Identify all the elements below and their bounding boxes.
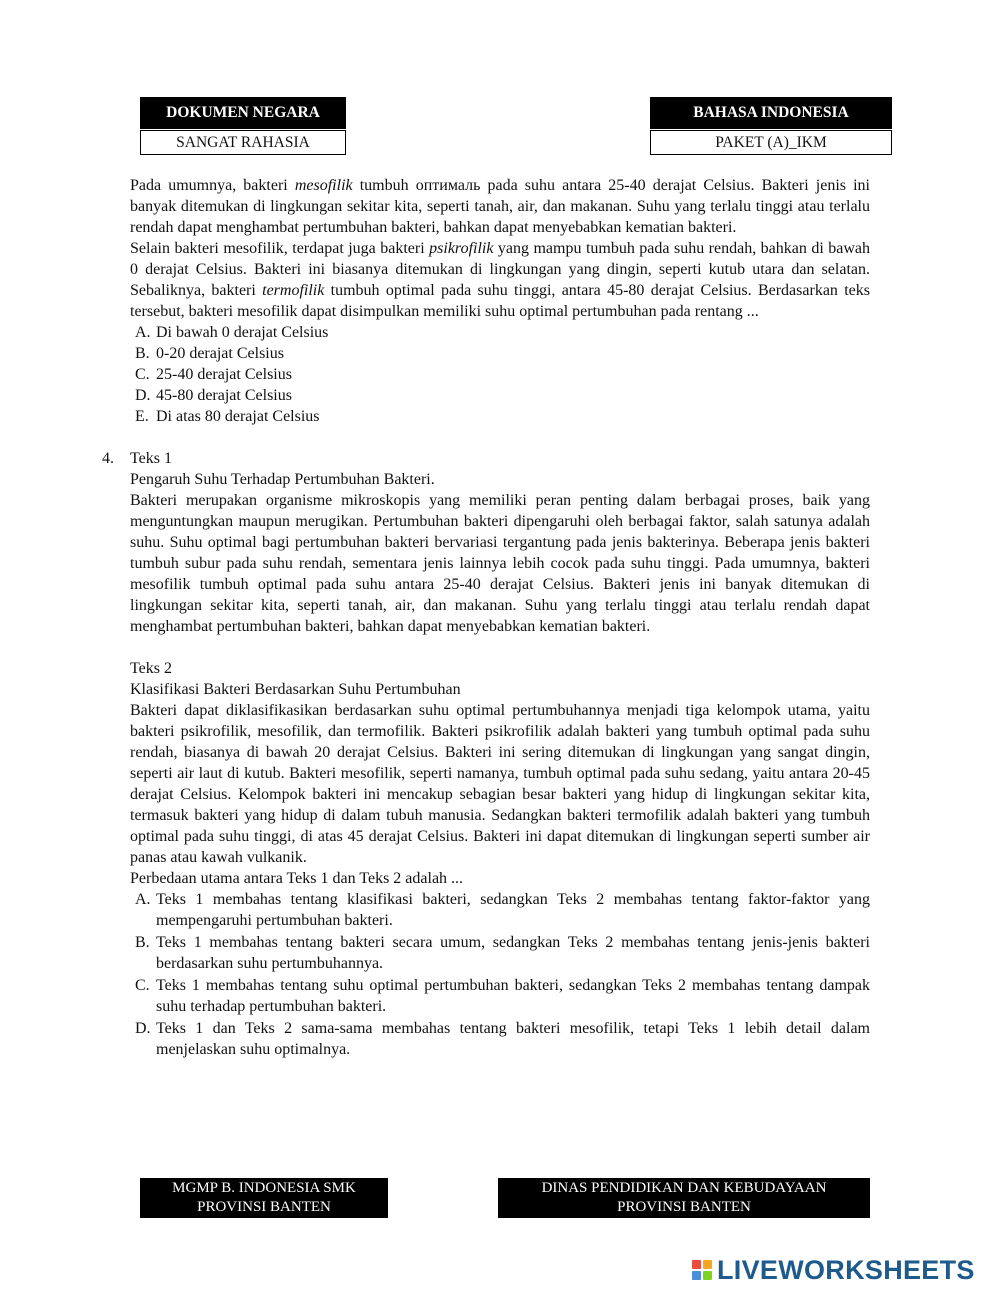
- option-letter: E.: [135, 408, 149, 425]
- q4-option-b[interactable]: [130, 932, 870, 974]
- spacer: [130, 637, 870, 658]
- teks1-label: Teks 1: [130, 450, 172, 467]
- header-classification: SANGAT RAHASIA: [140, 130, 346, 155]
- teks2-title: Klasifikasi Bakteri Berdasarkan Suhu Pertumbuhan: [130, 681, 461, 698]
- footer-line: DINAS PENDIDIKAN DAN KEBUDAYAAN: [541, 1180, 827, 1196]
- option-letter: C.: [135, 366, 150, 383]
- q4-option-d[interactable]: [130, 1018, 870, 1060]
- text-run: Selain bakteri mesofilik, terdapat juga bakteri: [130, 240, 430, 257]
- q3-option-c[interactable]: [130, 364, 870, 385]
- option-text: 25-40 derajat Celsius: [156, 366, 292, 383]
- q4-option-c[interactable]: [130, 975, 870, 1017]
- option-text: Di atas 80 derajat Celsius: [156, 408, 320, 425]
- q3-paragraph-2: [130, 238, 870, 322]
- option-letter: B.: [135, 345, 150, 362]
- option-text: Teks 1 membahas tentang klasifikasi bakteri, sedangkan Teks 2 membahas tentang faktor-faktor yang mempengaruhi pertumbuhan bakteri.: [156, 891, 870, 929]
- text-run: tumbuh optimal pada suhu tinggi, antara 45-80 derajat Celsius. Berdasarkan teks tersebut, bakteri mesofilik dapat disimpulkan memiliki suhu optimal pertumbuhan pada rentang ...: [130, 282, 870, 320]
- option-text: 45-80 derajat Celsius: [156, 387, 292, 404]
- option-letter: B.: [135, 934, 150, 951]
- option-letter: D.: [135, 1020, 151, 1037]
- logo-square: [703, 1271, 712, 1280]
- option-text: Teks 1 membahas tentang suhu optimal pertumbuhan bakteri, sedangkan Teks 2 membahas tentang dampak suhu terhadap pertumbuhan bakteri.: [156, 977, 870, 1015]
- teks2-body: Bakteri dapat diklasifikasikan berdasarkan suhu optimal pertumbuhannya menjadi tiga kelompok utama, yaitu bakteri psikrofilik, mesofilik, dan termofilik. Bakteri psikrofilik adalah bakteri yang tumbuh optimal pada suhu rendah, biasanya di bawah 20 derajat Celsius. Bakteri ini sering ditemukan di lingkungan yang sangat dingin, seperti air laut di kutub. Bakteri mesofilik, seperti namanya, tumbuh optimal pada suhu sedang, yaitu antara 20-45 derajat Celsius. Kelompok bakteri ini mencakup sebagian besar bakteri yang hidup di lingkungan sekitar kita, termasuk bakteri yang hidup di dalam tubuh manusia. Sedangkan bakteri termofilik adalah bakteri yang tumbuh optimal pada suhu tinggi, di atas 45 derajat Celsius. Bakteri ini dapat ditemukan di lingkungan seperti sumber air panas atau kawah vulkanik.: [130, 702, 870, 866]
- q3-option-b[interactable]: [130, 343, 870, 364]
- text-run: yang mampu tumbuh pada suhu rendah, bahkan di bawah 0 derajat Celsius. Bakteri ini biasanya ditemukan di lingkungan yang dingin, seperti kutub utara dan selatan. Sebaliknya, bakteri: [130, 240, 871, 299]
- teks1-title: Pengaruh Suhu Terhadap Pertumbuhan Bakteri.: [130, 471, 435, 488]
- text-run: tumbuh оптималь pada suhu antara 25-40 derajat Celsius. Bakteri jenis ini banyak ditemukan di lingkungan sekitar kita, seperti tanah, air, dan makanan. Suhu yang terlalu tinggi atau terlalu rendah dapat menghambat pertumbuhan bakteri, bahkan dapat menyebabkan kematian bakteri.: [130, 177, 871, 236]
- q3-options: [130, 322, 870, 427]
- footer-line: MGMP B. INDONESIA SMK: [172, 1180, 356, 1196]
- exam-content: [102, 175, 870, 1061]
- logo-square: [692, 1260, 701, 1269]
- italic-term: mesofilik: [294, 177, 353, 194]
- logo-square: [703, 1260, 712, 1269]
- option-letter: A.: [135, 324, 151, 341]
- question-number: 4.: [102, 450, 114, 467]
- logo-text: LIVEWORKSHEETS: [717, 1254, 975, 1285]
- italic-term: psikrofilik: [429, 240, 494, 257]
- option-letter: D.: [135, 387, 151, 404]
- header-package: PAKET (A)_IKM: [650, 130, 892, 155]
- option-letter: A.: [135, 891, 151, 908]
- q3-option-a[interactable]: [130, 322, 870, 343]
- footer-mgmp: [140, 1178, 388, 1218]
- header-subject: BAHASA INDONESIA: [650, 97, 892, 129]
- question-prompt: Perbedaan utama antara Teks 1 dan Teks 2 adalah ...: [130, 870, 464, 887]
- q3-paragraph-1: [130, 175, 870, 238]
- question-4: [102, 448, 870, 1061]
- q4-option-a[interactable]: [130, 889, 870, 931]
- teks2-label: Teks 2: [130, 660, 172, 677]
- option-text: Teks 1 membahas tentang bakteri secara umum, sedangkan Teks 2 membahas tentang jenis-jenis bakteri berdasarkan suhu pertumbuhannya.: [156, 934, 870, 972]
- logo-square: [692, 1271, 701, 1280]
- teks1-body: Bakteri merupakan organisme mikroskopis yang memiliki peran penting dalam berbagai proses, baik yang menguntungkan maupun merugikan. Pertumbuhan bakteri dipengaruhi oleh berbagai faktor, salah satunya adalah suhu. Suhu optimal bagi pertumbuhan bakteri bervariasi tergantung pada jenis bakterinya. Beberapa jenis bakteri tumbuh subur pada suhu rendah, sementara jenis lainnya lebih cocok pada suhu tinggi. Pada umumnya, bakteri mesofilik tumbuh optimal pada suhu antara 25-40 derajat Celsius. Bakteri jenis ini banyak ditemukan di lingkungan sekitar kita, seperti tanah, air, dan makanan. Suhu yang terlalu tinggi atau terlalu rendah dapat menghambat pertumbuhan bakteri, bahkan dapat menyebabkan kematian bakteri.: [130, 492, 870, 635]
- option-letter: C.: [135, 977, 150, 994]
- footer-dinas: [498, 1178, 870, 1218]
- footer-line: PROVINSI BANTEN: [197, 1199, 331, 1215]
- q3-option-e[interactable]: [130, 406, 870, 427]
- option-text: Di bawah 0 derajat Celsius: [156, 324, 329, 341]
- q3-option-d[interactable]: [130, 385, 870, 406]
- footer-line: PROVINSI BANTEN: [617, 1199, 751, 1215]
- header-document-type: DOKUMEN NEGARA: [140, 97, 346, 129]
- q4-options: [130, 889, 870, 1060]
- text-run: Pada umumnya, bakteri: [130, 177, 295, 194]
- question-4-body: [130, 448, 870, 1061]
- option-text: 0-20 derajat Celsius: [156, 345, 284, 362]
- option-text: Teks 1 dan Teks 2 sama-sama membahas tentang bakteri mesofilik, tetapi Teks 1 lebih detail dalam menjelaskan suhu optimalnya.: [156, 1020, 870, 1058]
- logo-squares-icon: [692, 1260, 712, 1280]
- italic-term: termofilik: [262, 282, 325, 299]
- liveworksheets-logo[interactable]: [692, 1254, 975, 1286]
